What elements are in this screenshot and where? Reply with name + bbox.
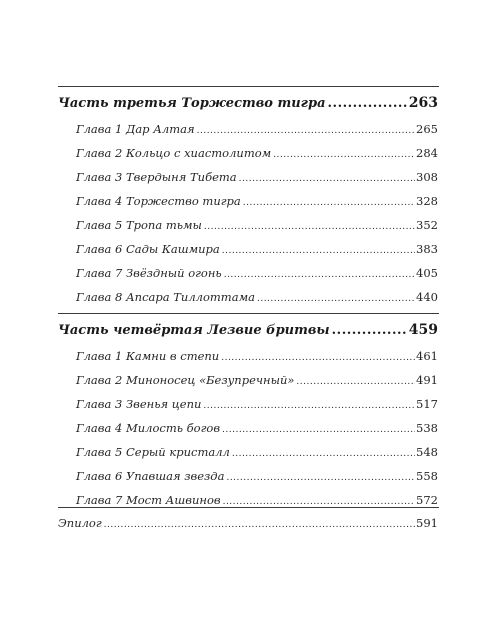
dot-leader — [239, 174, 415, 184]
toc-chapter[interactable] — [76, 421, 438, 435]
toc-chapter[interactable] — [76, 266, 438, 280]
dot-leader — [221, 353, 415, 363]
page-number: 265 — [416, 122, 438, 136]
dot-leader — [104, 520, 415, 530]
page-number: 491 — [416, 373, 438, 387]
dot-leader — [328, 96, 408, 111]
top-rule — [58, 86, 439, 87]
page-number: 548 — [416, 445, 438, 459]
dot-leader — [204, 222, 415, 232]
dot-leader — [296, 377, 415, 387]
page-number: 440 — [416, 290, 438, 304]
chapter-title: Глава 5 Серый кристалл — [76, 445, 230, 459]
chapter-title: Глава 6 Сады Кашмира — [76, 242, 220, 256]
dot-leader — [223, 497, 415, 507]
page-number: 352 — [416, 218, 438, 232]
dot-leader — [243, 198, 415, 208]
toc-epilogue[interactable] — [58, 516, 438, 530]
toc-chapter[interactable] — [76, 218, 438, 232]
toc-chapter[interactable] — [76, 397, 438, 411]
toc-chapter[interactable] — [76, 146, 438, 160]
page-number: 405 — [416, 266, 438, 280]
dot-leader — [232, 449, 415, 459]
chapter-title: Глава 1 Дар Алтая — [76, 122, 195, 136]
chapter-title: Глава 1 Камни в степи — [76, 349, 220, 363]
toc-chapter[interactable] — [76, 242, 438, 256]
toc-chapter[interactable] — [76, 445, 438, 459]
chapter-title: Глава 7 Мост Ашвинов — [76, 493, 221, 507]
dot-leader — [224, 270, 415, 280]
chapter-title: Глава 3 Звенья цепи — [76, 397, 202, 411]
dot-leader — [222, 246, 415, 256]
page-number: 591 — [416, 516, 438, 530]
page-number: 284 — [416, 146, 438, 160]
dot-leader — [197, 126, 415, 136]
part-title: Часть четвёртая Лезвие бритвы — [58, 323, 330, 338]
dot-leader — [273, 150, 415, 160]
page-number: 328 — [416, 194, 438, 208]
dot-leader — [222, 425, 415, 435]
page-number: 558 — [416, 469, 438, 483]
section-rule — [58, 507, 439, 508]
chapter-title: Глава 8 Апсара Тиллоттама — [76, 290, 255, 304]
toc-part-3[interactable] — [58, 95, 438, 111]
toc-chapter[interactable] — [76, 122, 438, 136]
chapter-title: Глава 4 Торжество тигра — [76, 194, 241, 208]
epilogue-title: Эпилог — [58, 516, 102, 530]
dot-leader — [203, 401, 415, 411]
dot-leader — [226, 473, 415, 483]
toc-chapter[interactable] — [76, 493, 438, 507]
page-number: 459 — [408, 322, 438, 338]
chapter-title: Глава 2 Миноносец «Безупречный» — [76, 373, 295, 387]
toc-chapter[interactable] — [76, 349, 438, 363]
toc-part-4[interactable] — [58, 322, 438, 338]
chapter-title: Глава 7 Звёздный огонь — [76, 266, 222, 280]
part-title: Часть третья Торжество тигра — [58, 96, 326, 111]
chapter-title: Глава 6 Упавшая звезда — [76, 469, 225, 483]
toc-chapter[interactable] — [76, 290, 438, 304]
chapter-title: Глава 4 Милость богов — [76, 421, 221, 435]
toc-chapter[interactable] — [76, 194, 438, 208]
page-number: 308 — [416, 170, 438, 184]
page-number: 461 — [416, 349, 438, 363]
chapter-title: Глава 3 Твердыня Тибета — [76, 170, 237, 184]
toc-chapter[interactable] — [76, 170, 438, 184]
chapter-title: Глава 5 Тропа тьмы — [76, 218, 202, 232]
chapter-title: Глава 2 Кольцо с хиастолитом — [76, 146, 272, 160]
toc-chapter[interactable] — [76, 373, 438, 387]
dot-leader — [332, 323, 408, 338]
page-number: 572 — [416, 493, 438, 507]
page-number: 263 — [408, 95, 438, 111]
dot-leader — [257, 294, 415, 304]
page-number: 517 — [416, 397, 438, 411]
page-number: 383 — [416, 242, 438, 256]
section-rule — [58, 313, 439, 314]
toc-chapter[interactable] — [76, 469, 438, 483]
page-number: 538 — [416, 421, 438, 435]
